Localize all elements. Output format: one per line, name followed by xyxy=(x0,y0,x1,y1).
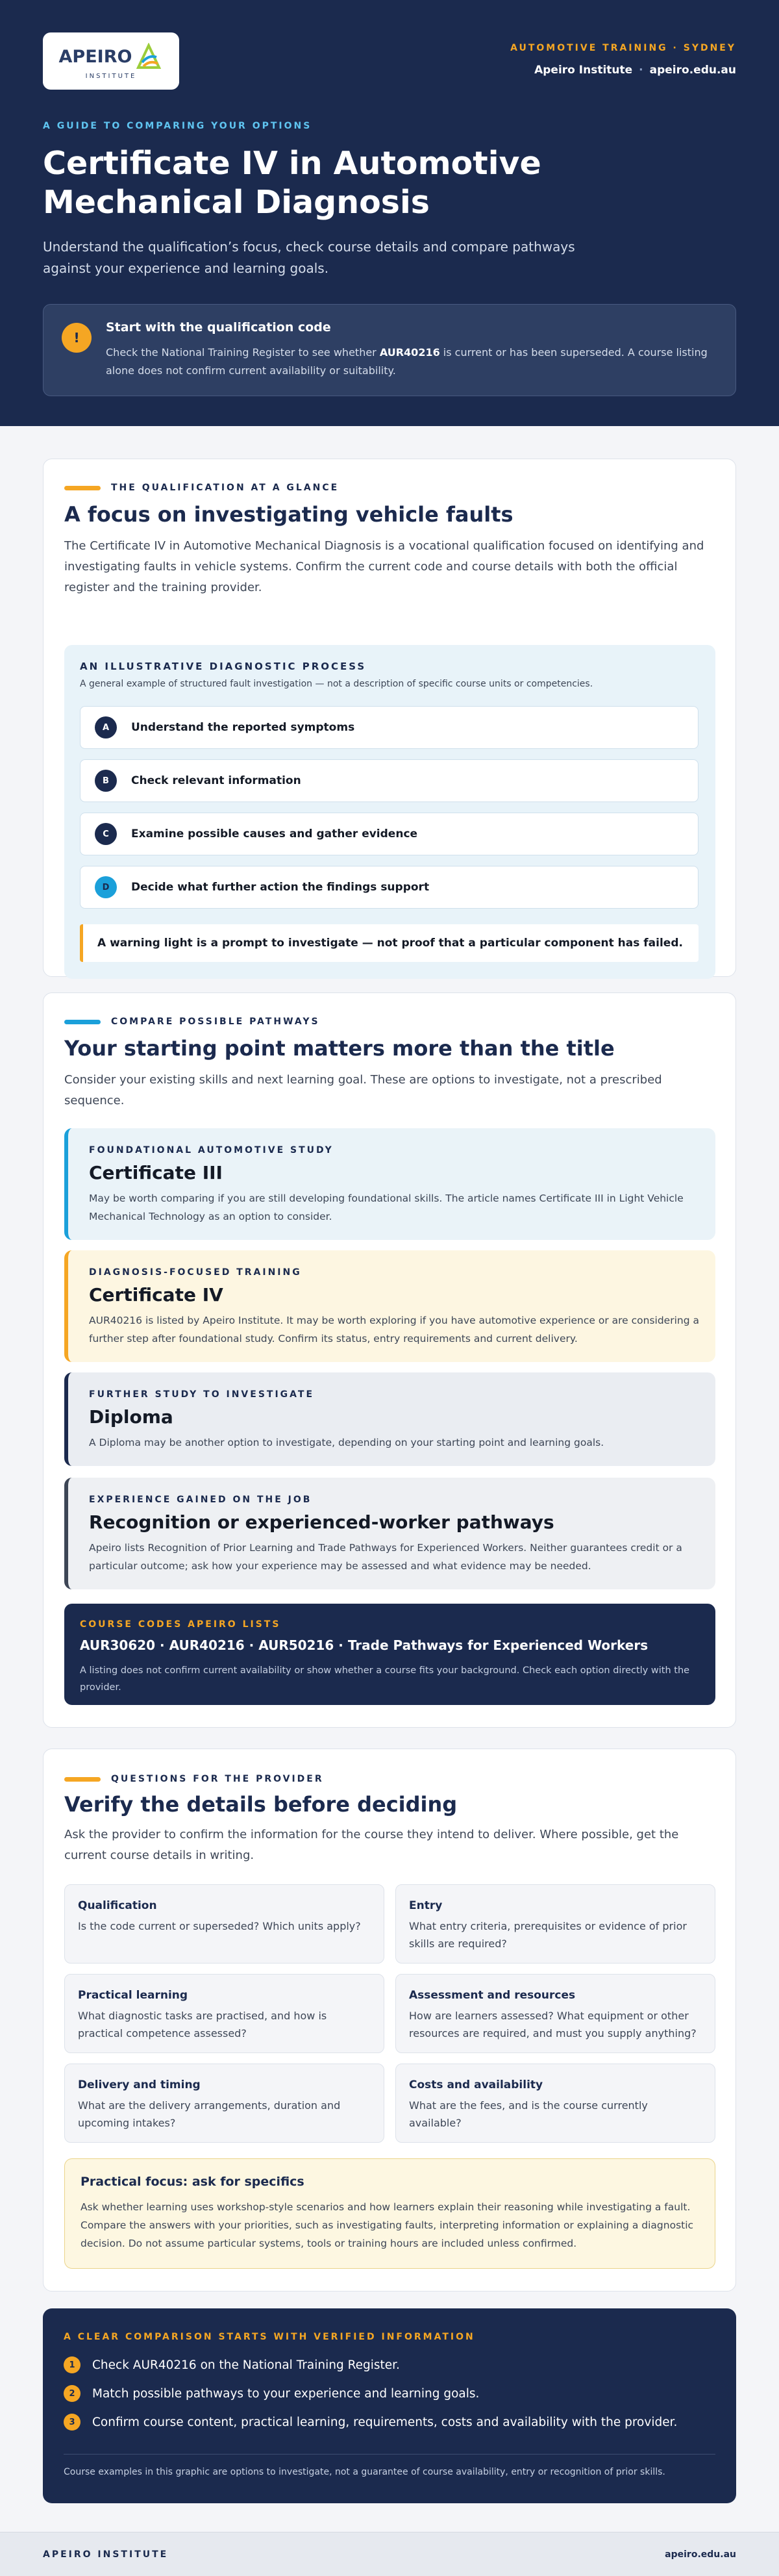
step-label: Understand the reported symptoms xyxy=(131,721,355,734)
glance-body: The Certificate IV in Automotive Mechanical Diagnosis is a vocational qualification focused on identifying and investigating faults in vehicle systems. Confirm the current code and course details with both the official register and the training provider. xyxy=(64,539,704,594)
question-title: Practical learning xyxy=(78,1989,188,2002)
pathway-body: Apeiro lists Recognition of Prior Learning and Trade Pathways for Experienced Workers. Neither guarantees credit or a particular outcome; ask how your experience may be assessed and what evidence may be needed. xyxy=(89,1542,682,1572)
pathways-kicker-row xyxy=(64,1017,320,1027)
pathways-body: Consider your existing skills and next learning goal. These are options to investigate, not a prescribed sequence. xyxy=(64,1073,662,1107)
checklist-text: Check AUR40216 on the National Training Register. xyxy=(92,2358,400,2372)
course-codes-panel xyxy=(64,1604,715,1705)
footer-site-link[interactable]: apeiro.edu.au xyxy=(665,2549,736,2560)
kicker-bar xyxy=(64,1020,101,1024)
pathway-card xyxy=(64,1250,715,1362)
glance-title: A focus on investigating vehicle faults xyxy=(64,502,513,527)
checklist-number: 1 xyxy=(64,2356,80,2373)
question-title: Qualification xyxy=(78,1899,157,1912)
footer-org: APEIRO INSTITUTE xyxy=(43,2549,169,2560)
pathway-card xyxy=(64,1372,715,1466)
pathway-title: Recognition or experienced-worker pathways xyxy=(89,1511,554,1533)
questions-title: Verify the details before deciding xyxy=(64,1792,458,1817)
codes-body: A listing does not confirm current availability or show whether a course fits your background. Check each option directly with the provider. xyxy=(80,1665,690,1693)
site-link[interactable]: apeiro.edu.au xyxy=(649,64,736,77)
logo-subtext: INSTITUTE xyxy=(85,72,137,80)
closing-disclaimer: Course examples in this graphic are options to investigate, not a guarantee of course availability, entry or recognition of prior skills. xyxy=(64,2467,665,2477)
question-card xyxy=(64,1884,384,1964)
step-letter: D xyxy=(95,876,117,898)
hero-location-kicker: AUTOMOTIVE TRAINING · SYDNEY xyxy=(510,43,736,53)
pathway-title: Diploma xyxy=(89,1406,173,1428)
question-title: Costs and availability xyxy=(409,2078,543,2091)
warning-callout: A warning light is a prompt to investigate — not proof that a particular component has failed. xyxy=(80,924,699,962)
checklist-item xyxy=(64,2356,400,2373)
pathway-title: Certificate IV xyxy=(89,1284,223,1306)
question-body: What are the fees, and is the course currently available? xyxy=(409,2099,648,2129)
question-body: What are the delivery arrangements, duration and upcoming intakes? xyxy=(78,2099,341,2129)
notice-title: Start with the qualification code xyxy=(106,320,331,335)
step-letter: A xyxy=(95,716,117,739)
pathway-kicker: DIAGNOSIS-FOCUSED TRAINING xyxy=(89,1267,302,1278)
step-letter: B xyxy=(95,770,117,792)
codes-kicker: COURSE CODES APEIRO LISTS xyxy=(80,1619,281,1630)
hero-header xyxy=(0,0,779,426)
question-card xyxy=(395,1884,715,1964)
pathway-card xyxy=(64,1478,715,1589)
logo-wordmark: APEIRO xyxy=(58,47,132,67)
questions-kicker-row xyxy=(64,1774,324,1784)
diagnostic-process xyxy=(64,645,715,979)
glance-kicker-row xyxy=(64,483,339,493)
checklist-text: Match possible pathways to your experience and learning goals. xyxy=(92,2386,480,2401)
pathway-kicker: FOUNDATIONAL AUTOMOTIVE STUDY xyxy=(89,1145,334,1155)
step-letter: C xyxy=(95,823,117,845)
checklist-number: 2 xyxy=(64,2385,80,2402)
process-step xyxy=(80,759,699,802)
question-card xyxy=(395,2064,715,2143)
closing-checklist xyxy=(43,2308,736,2503)
questions-body: Ask the provider to confirm the information for the course they intend to deliver. Where possible, get the current course details in writing. xyxy=(64,1828,679,1862)
question-card xyxy=(64,1974,384,2053)
practical-focus-callout xyxy=(64,2158,715,2269)
pathway-kicker: EXPERIENCE GAINED ON THE JOB xyxy=(89,1495,312,1505)
question-body: How are learners assessed? What equipment or other resources are required, and must you supply anything? xyxy=(409,2010,697,2039)
process-step xyxy=(80,706,699,749)
page-title: Certificate IV in Automotive Mechanical Diagnosis xyxy=(43,145,541,221)
process-subheading: A general example of structured fault investigation — not a description of specific course units or competencies. xyxy=(80,679,593,689)
pathways-card xyxy=(43,992,736,1728)
step-label: Decide what further action the findings support xyxy=(131,881,430,894)
pathway-body: May be worth comparing if you are still developing foundational skills. The article names Certificate III in Light Vehicle Mechanical Technology as an option to consider. xyxy=(89,1193,684,1222)
pathway-kicker: FURTHER STUDY TO INVESTIGATE xyxy=(89,1389,315,1400)
question-body: What diagnostic tasks are practised, and how is practical competence assessed? xyxy=(78,2010,327,2039)
questions-card xyxy=(43,1749,736,2292)
question-body: Is the code current or superseded? Which units apply? xyxy=(78,1920,361,1932)
alert-icon: ! xyxy=(62,323,92,353)
hero-links xyxy=(510,64,736,77)
focus-title: Practical focus: ask for specifics xyxy=(80,2175,304,2189)
pathway-title: Certificate III xyxy=(89,1162,223,1183)
closing-kicker: A CLEAR COMPARISON STARTS WITH VERIFIED INFORMATION xyxy=(64,2332,475,2342)
pathway-card xyxy=(64,1128,715,1240)
divider xyxy=(64,2454,715,2455)
focus-body: Ask whether learning uses workshop-style scenarios and how learners explain their reasoning while investigating a fault. Compare the answers with your priorities, such as investigating faults, interpreting information or explaining a diagnostic decision. Do not assume particular systems, tools or training hours are included unless confirmed. xyxy=(80,2201,694,2249)
hero-kicker: A GUIDE TO COMPARING YOUR OPTIONS xyxy=(43,121,312,131)
checklist-item xyxy=(64,2414,677,2431)
pathway-body: AUR40216 is listed by Apeiro Institute. It may be worth exploring if you have automotive experience or are considering a further step after foundational study. Confirm its status, entry requirements and current delivery. xyxy=(89,1315,699,1345)
kicker-bar xyxy=(64,1777,101,1782)
pathways-title: Your starting point matters more than the title xyxy=(64,1036,615,1061)
hero-lede: Understand the qualification’s focus, check course details and compare pathways against your experience and learning goals. xyxy=(43,239,575,276)
logo-mark-icon xyxy=(134,43,163,71)
footer xyxy=(0,2532,779,2576)
separator-dot: · xyxy=(639,64,643,77)
question-card xyxy=(64,2064,384,2143)
question-title: Delivery and timing xyxy=(78,2078,201,2091)
pathway-body: A Diploma may be another option to investigate, depending on your starting point and learning goals. xyxy=(89,1437,604,1448)
questions-kicker: QUESTIONS FOR THE PROVIDER xyxy=(111,1774,324,1784)
notice-body-post: is current or has been superseded. A course listing alone does not confirm current availability or suitability. xyxy=(106,346,708,377)
question-body: What entry criteria, prerequisites or evidence of prior skills are required? xyxy=(409,1920,687,1950)
glance-kicker: THE QUALIFICATION AT A GLANCE xyxy=(111,483,340,493)
step-label: Check relevant information xyxy=(131,774,301,787)
checklist-number: 3 xyxy=(64,2414,80,2431)
process-step xyxy=(80,866,699,909)
logo[interactable] xyxy=(43,32,179,90)
checklist-text: Confirm course content, practical learning, requirements, costs and availability with the provider. xyxy=(92,2415,678,2429)
step-label: Examine possible causes and gather evidence xyxy=(131,827,418,840)
question-title: Assessment and resources xyxy=(409,1989,576,2002)
glance-card xyxy=(43,459,736,977)
hero-meta xyxy=(510,43,736,77)
process-heading: AN ILLUSTRATIVE DIAGNOSTIC PROCESS xyxy=(80,661,367,672)
org-name: Apeiro Institute xyxy=(534,64,633,77)
pathways-kicker: COMPARE POSSIBLE PATHWAYS xyxy=(111,1017,320,1027)
checklist-item xyxy=(64,2385,479,2402)
notice-body xyxy=(106,344,716,380)
code-notice xyxy=(43,304,736,396)
question-card xyxy=(395,1974,715,2053)
kicker-bar xyxy=(64,486,101,490)
notice-code: AUR40216 xyxy=(379,346,440,359)
codes-list: AUR30620 · AUR40216 · AUR50216 · Trade Pathways for Experienced Workers xyxy=(80,1637,649,1653)
notice-body-pre: Check the National Training Register to see whether xyxy=(106,346,380,359)
process-step xyxy=(80,813,699,855)
question-title: Entry xyxy=(409,1899,443,1912)
